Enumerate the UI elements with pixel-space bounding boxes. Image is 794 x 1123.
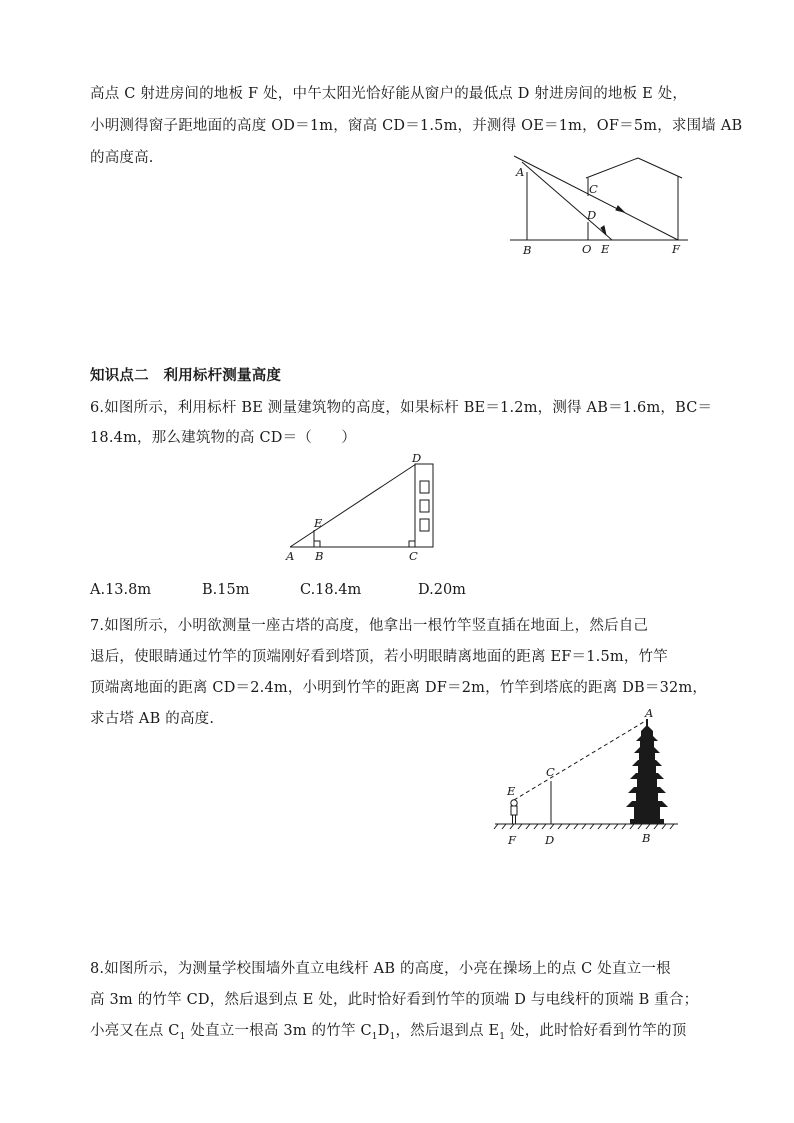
p8-subscript-2: 1	[371, 1031, 378, 1042]
p5-label-E: E	[601, 242, 610, 256]
p5-label-F: F	[672, 242, 680, 256]
p7-label-B: B	[642, 831, 651, 845]
p5-label-A: A	[516, 165, 525, 179]
p7-label-E: E	[507, 784, 516, 798]
problem7-line-4: 求古塔 AB 的高度.	[90, 711, 215, 727]
p5-label-C: C	[589, 182, 598, 196]
p8-text-part-4: ，然后退到点 E	[395, 1023, 500, 1039]
p6-label-E: E	[314, 516, 323, 530]
p7-label-F: F	[508, 833, 516, 847]
p5-label-O: O	[582, 242, 592, 256]
p8-subscript-4: 1	[499, 1031, 506, 1042]
p7-label-A: A	[645, 706, 654, 720]
problem7-line-2: 退后，使眼睛通过竹竿的顶端刚好看到塔顶，若小明眼睛离地面的距离 EF＝1.5m，竹竿	[90, 649, 668, 665]
p8-text-part-2: 处直立一根高 3m 的竹竿 C	[185, 1023, 372, 1039]
p6-label-A: A	[286, 549, 295, 563]
problem7-line-3: 顶端离地面的距离 CD＝2.4m，小明到竹竿的距离 DF＝2m，竹竿到塔底的距离 DB＝32m，	[90, 680, 708, 696]
p6-label-C: C	[409, 549, 418, 563]
p5-label-D: D	[587, 208, 597, 222]
problem6-line-2: 18.4m，那么建筑物的高 CD＝（ ）	[90, 430, 357, 446]
p6-label-B: B	[315, 549, 324, 563]
problem5-line-1: 高点 C 射进房间的地板 F 处，中午太阳光恰好能从窗户的最低点 D 射进房间的地板 E 处，	[90, 86, 688, 102]
problem8-line-1: 8.如图所示，为测量学校围墙外直立电线杆 AB 的高度，小亮在操场上的点 C 处直立一根	[90, 961, 671, 977]
p7-label-D: D	[545, 833, 555, 847]
choice-c: C.18.4m	[300, 582, 362, 598]
problem5-line-3: 的高度高.	[90, 150, 154, 166]
p8-text-part-1: 小亮又在点 C	[90, 1023, 180, 1039]
choice-a: A.13.8m	[90, 582, 152, 598]
problem5-figure	[500, 150, 700, 260]
p8-text-part-3: D	[377, 1023, 390, 1039]
problem6-figure	[282, 450, 442, 565]
section-title: 知识点二 利用标杆测量高度	[90, 368, 282, 384]
problem7-line-1: 7.如图所示，小明欲测量一座古塔的高度，他拿出一根竹竿竖直插在地面上，然后自己	[90, 618, 649, 634]
p8-subscript-1: 1	[179, 1031, 186, 1042]
problem5-line-2: 小明测得窗子距地面的高度 OD＝1m，窗高 CD＝1.5m，并测得 OE＝1m，OF＝5m，求围墙 AB	[90, 118, 743, 134]
problem7-figure	[490, 705, 690, 850]
problem8-line-3	[90, 1019, 686, 1042]
problem8-line-2: 高 3m 的竹竿 CD，然后退到点 E 处，此时恰好看到竹竿的顶端 D 与电线杆的顶端 B 重合；	[90, 992, 699, 1008]
p8-text-part-5: 处，此时恰好看到竹竿的顶	[505, 1023, 687, 1039]
p5-label-B: B	[523, 243, 532, 257]
choice-b: B.15m	[202, 582, 250, 598]
p7-label-C: C	[546, 765, 555, 779]
choice-d: D.20m	[418, 582, 466, 598]
p8-subscript-3: 1	[389, 1031, 396, 1042]
problem6-line-1: 6.如图所示，利用标杆 BE 测量建筑物的高度，如果标杆 BE＝1.2m，测得 AB＝1.6m，BC＝	[90, 400, 713, 416]
p6-label-D: D	[412, 451, 422, 465]
